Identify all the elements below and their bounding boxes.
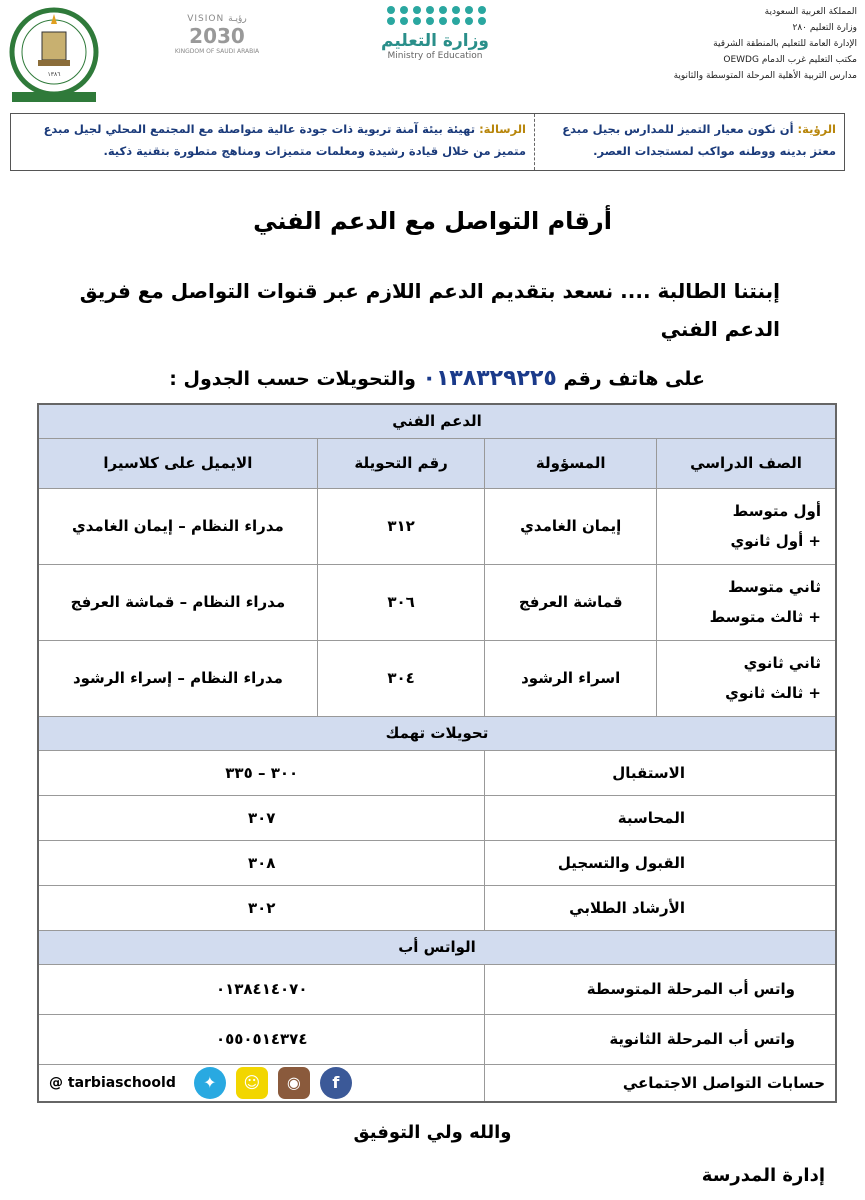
transfer-value: ٣٠٠ – ٣٣٥ — [38, 750, 485, 795]
mission-label: الرسالة: — [479, 122, 526, 136]
phone-prefix: على هاتف رقم — [563, 368, 705, 390]
svg-text:١٣٨٦: ١٣٨٦ — [47, 71, 61, 78]
column-header: الصف الدراسي — [656, 438, 836, 488]
vision-sub: KINGDOM OF SAUDI ARABIA — [174, 48, 260, 55]
whatsapp-label: واتس أب المرحلة الثانوية — [485, 1014, 836, 1064]
grade-cell — [656, 488, 836, 564]
person-cell: قماشة العرفج — [485, 564, 657, 640]
whatsapp-row — [38, 1014, 836, 1064]
snapchat-icon[interactable]: ☺ — [236, 1067, 268, 1099]
phone-line — [169, 366, 705, 391]
signature-text: إدارة المدرسة — [701, 1165, 825, 1186]
transfer-label: الاستقبال — [485, 750, 836, 795]
social-row — [38, 1064, 836, 1102]
instagram-icon[interactable]: ◉ — [278, 1067, 310, 1099]
ministry-name-en: Ministry of Education — [387, 51, 483, 61]
person-cell: إيمان الغامدي — [485, 488, 657, 564]
vision-year: 2030 — [189, 24, 245, 48]
ministry-logo — [370, 6, 500, 61]
person-cell: اسراء الرشود — [485, 640, 657, 716]
phone-suffix: والتحويلات حسب الجدول : — [169, 368, 416, 390]
whatsapp-number[interactable]: ٠١٣٨٤١٤٠٧٠ — [38, 964, 485, 1014]
vision-mission-box — [10, 113, 845, 171]
whatsapp-number[interactable]: ٠٥٥٠٥١٤٣٧٤ — [38, 1014, 485, 1064]
table-row — [38, 564, 836, 640]
header-line: الإدارة العامة للتعليم بالمنطقة الشرقية — [713, 39, 857, 49]
transfer-row — [38, 885, 836, 930]
twitter-icon[interactable]: ✦ — [194, 1067, 226, 1099]
social-handle[interactable]: @ tarbiaschoold — [49, 1074, 176, 1091]
table-row — [38, 488, 836, 564]
vision-2030-logo — [172, 14, 262, 55]
whatsapp-row — [38, 964, 836, 1014]
transfer-row — [38, 840, 836, 885]
column-header: رقم التحويلة — [317, 438, 485, 488]
support-section-title: الدعم الفني — [38, 404, 836, 438]
header-line: مكتب التعليم غرب الدمام OEWDG — [723, 55, 857, 65]
transfer-label: القبول والتسجيل — [485, 840, 836, 885]
whatsapp-section-title: الواتس أب — [38, 930, 836, 964]
intro-text: إبنتنا الطالبة .... نسعد بتقديم الدعم اللازم عبر قنوات التواصل مع فريق الدعم الفني — [79, 279, 780, 341]
email-cell: مدراء النظام – قماشة العرفج — [38, 564, 317, 640]
grade-line: + ثالث متوسط — [709, 608, 821, 626]
vision-cell — [534, 114, 844, 170]
school-seal-logo — [8, 6, 100, 104]
closing-text: والله ولي التوفيق — [353, 1122, 512, 1143]
transfer-value: ٣٠٢ — [38, 885, 485, 930]
transfer-value: ٣٠٧ — [38, 795, 485, 840]
column-header: المسؤولة — [485, 438, 657, 488]
grade-line: ثاني متوسط — [728, 578, 821, 596]
grade-line: ثاني ثانوي — [743, 654, 821, 672]
column-header: الايميل على كلاسيرا — [38, 438, 317, 488]
social-label: حسابات التواصل الاجتماعي — [485, 1064, 836, 1102]
header-text-block — [607, 4, 857, 84]
whatsapp-label: واتس أب المرحلة المتوسطة — [485, 964, 836, 1014]
transfer-label: المحاسبة — [485, 795, 836, 840]
phone-number: ٠١٣٨٣٢٩٢٢٥ — [422, 366, 557, 391]
header-line: مدارس التربية الأهلية المرحلة المتوسطة والثانوية — [673, 71, 857, 81]
transfer-label: الأرشاد الطلابي — [485, 885, 836, 930]
social-icons-cell — [38, 1064, 485, 1102]
extension-cell: ٣٠٦ — [317, 564, 485, 640]
header-line: وزارة التعليم ٢٨٠ — [792, 23, 857, 33]
header-line: المملكة العربية السعودية — [764, 7, 857, 17]
page-header — [0, 0, 865, 108]
facebook-icon[interactable]: f — [320, 1067, 352, 1099]
vision-label: VISION رؤيـة — [187, 14, 247, 24]
ministry-name-ar: وزارة التعليم — [381, 31, 489, 51]
grade-line: + ثالث ثانوي — [725, 684, 821, 702]
social-icons — [39, 1067, 484, 1099]
grade-cell — [656, 564, 836, 640]
email-cell: مدراء النظام – إيمان الغامدي — [38, 488, 317, 564]
table-row — [38, 640, 836, 716]
mission-text: تهيئة بيئة آمنة تربوية ذات جودة عالية متواصلة مع المجتمع المحلي لجيل مبدع متميز من خلال قيادة رشيدة ومعلمات متميزات ومناهج متطورة بتقنية ذكية. — [43, 122, 526, 158]
mission-cell — [11, 114, 534, 170]
grade-line: أول متوسط — [732, 502, 821, 520]
transfer-value: ٣٠٨ — [38, 840, 485, 885]
extension-cell: ٣٠٤ — [317, 640, 485, 716]
transfer-row — [38, 750, 836, 795]
transfers-section-title: تحويلات تهمك — [38, 716, 836, 750]
page-title: أرقام التواصل مع الدعم الفني — [253, 207, 612, 235]
vision-text: أن نكون معيار التميز للمدارس بجيل مبدع معتز بدينه ووطنه مواكب لمستجدات العصر. — [562, 122, 836, 158]
grade-cell — [656, 640, 836, 716]
transfer-row — [38, 795, 836, 840]
ministry-dots-icon — [375, 6, 495, 25]
email-cell: مدراء النظام – إسراء الرشود — [38, 640, 317, 716]
extension-cell: ٣١٢ — [317, 488, 485, 564]
grade-line: + أول ثانوي — [730, 532, 821, 550]
vision-label: الرؤية: — [797, 122, 836, 136]
contacts-table — [37, 403, 837, 1103]
